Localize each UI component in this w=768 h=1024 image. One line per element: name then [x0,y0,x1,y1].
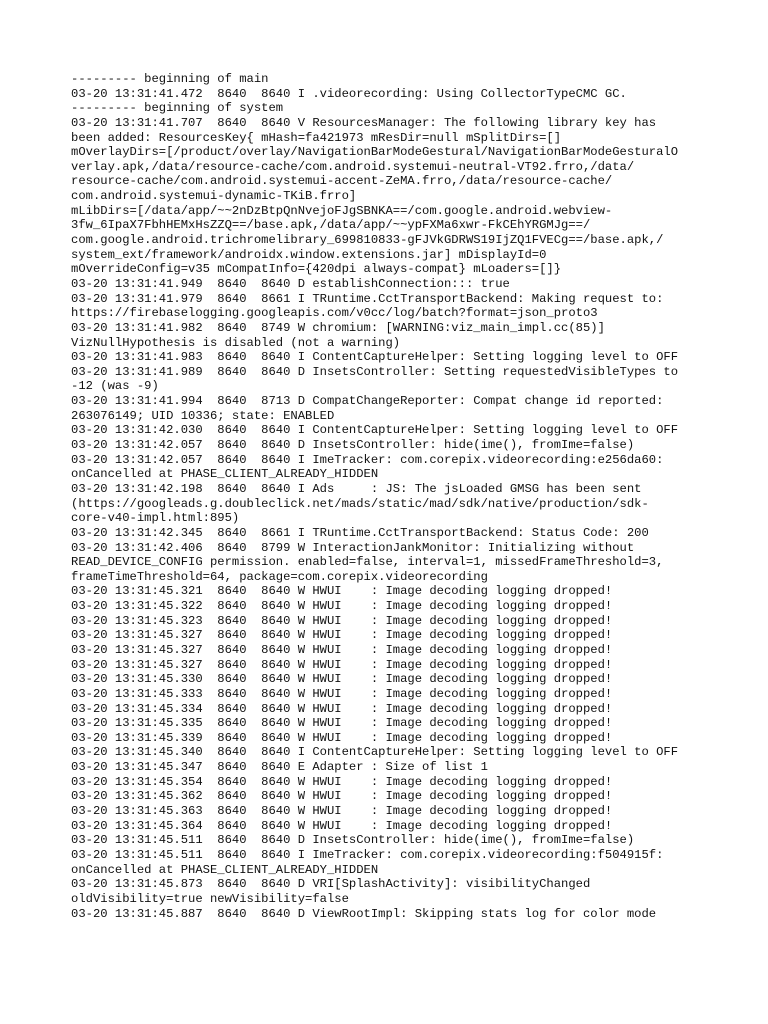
log-line: oldVisibility=true newVisibility=false [71,891,349,906]
log-line: 03-20 13:31:45.362 8640 8640 W HWUI : Image decoding logging dropped! [71,789,613,804]
log-line: --------- beginning of main [71,72,269,86]
log-line: 03-20 13:31:41.979 8640 8661 I TRuntime.CctTransportBackend: Making request to: [71,291,664,306]
log-line: 03-20 13:31:42.345 8640 8661 I TRuntime.CctTransportBackend: Status Code: 200 [71,525,649,540]
log-line: 03-20 13:31:45.327 8640 8640 W HWUI : Image decoding logging dropped! [71,657,613,672]
log-line: 03-20 13:31:41.994 8640 8713 D CompatChangeReporter: Compat change id reported: [71,394,664,409]
log-line: 03-20 13:31:41.707 8640 8640 V ResourcesManager: The following library key has [71,115,657,130]
log-line: 03-20 13:31:41.982 8640 8749 W chromium: [WARNING:viz_main_impl.cc(85)] [71,320,605,335]
log-line: 03-20 13:31:45.340 8640 8640 I ContentCaptureHelper: Setting logging level to OFF [71,745,679,760]
log-line: 03-20 13:31:45.321 8640 8640 W HWUI : Image decoding logging dropped! [71,584,613,599]
log-line: 03-20 13:31:45.323 8640 8640 W HWUI : Image decoding logging dropped! [71,613,613,628]
log-line: 03-20 13:31:45.333 8640 8640 W HWUI : Image decoding logging dropped! [71,686,613,701]
log-line: 03-20 13:31:45.335 8640 8640 W HWUI : Image decoding logging dropped! [71,716,613,731]
log-line: 263076149; UID 10336; state: ENABLED [71,408,335,423]
log-line: onCancelled at PHASE_CLIENT_ALREADY_HIDDEN [71,862,379,877]
log-line: (https://googleads.g.doubleclick.net/mads/static/mad/sdk/native/production/sdk- [71,496,649,511]
log-line: 03-20 13:31:42.406 8640 8799 W InteractionJankMonitor: Initializing without [71,540,635,555]
log-line: 03-20 13:31:45.363 8640 8640 W HWUI : Image decoding logging dropped! [71,804,613,819]
log-line: frameTimeThreshold=64, package=com.corepix.videorecording [71,569,488,584]
log-line: 03-20 13:31:45.322 8640 8640 W HWUI : Image decoding logging dropped! [71,599,613,614]
log-line: core-v40-impl.html:895) [71,511,240,526]
log-line: 03-20 13:31:45.354 8640 8640 W HWUI : Image decoding logging dropped! [71,774,613,789]
log-line: 03-20 13:31:45.327 8640 8640 W HWUI : Image decoding logging dropped! [71,642,613,657]
log-line: 03-20 13:31:41.949 8640 8640 D establishConnection::: true [71,276,510,291]
log-line: https://firebaselogging.googleapis.com/v0cc/log/batch?format=json_proto3 [71,306,598,321]
log-line: onCancelled at PHASE_CLIENT_ALREADY_HIDDEN [71,467,379,482]
log-line: system_ext/framework/androidx.window.extensions.jar] mDisplayId=0 [71,247,547,262]
log-line: 03-20 13:31:42.057 8640 8640 D InsetsController: hide(ime(), fromIme=false) [71,438,635,453]
log-line: mOverrideConfig=v35 mCompatInfo={420dpi always-compat} mLoaders=[]} [71,262,562,277]
log-line: com.android.systemui-dynamic-TKiB.frro] [71,189,357,204]
log-line: 03-20 13:31:45.330 8640 8640 W HWUI : Image decoding logging dropped! [71,672,613,687]
log-line: 03-20 13:31:42.057 8640 8640 I ImeTracker: com.corepix.videorecording:e256da60: [71,452,664,467]
log-line: 03-20 13:31:42.030 8640 8640 I ContentCaptureHelper: Setting logging level to OFF [71,423,679,438]
log-line: 03-20 13:31:45.347 8640 8640 E Adapter : Size of list 1 [71,760,488,775]
log-line: 03-20 13:31:45.364 8640 8640 W HWUI : Image decoding logging dropped! [71,818,613,833]
log-line: 03-20 13:31:42.198 8640 8640 I Ads : JS: The jsLoaded GMSG has been sent [71,481,642,496]
log-line: 03-20 13:31:41.472 8640 8640 I .videorecording: Using CollectorTypeCMC GC. [71,86,627,101]
log-line: -12 (was -9) [71,379,159,394]
log-line: 03-20 13:31:45.334 8640 8640 W HWUI : Image decoding logging dropped! [71,701,613,716]
log-line: 03-20 13:31:45.327 8640 8640 W HWUI : Image decoding logging dropped! [71,628,613,643]
log-line: com.google.android.trichromelibrary_699810833-gFJVkGDRWS19IjZQ1FVECg==/base.apk,/ [71,233,664,248]
log-line: VizNullHypothesis is disabled (not a warning) [71,335,401,350]
log-line: resource-cache/com.android.systemui-accent-ZeMA.frro,/data/resource-cache/ [71,174,613,189]
log-line: 3fw_6IpaX7FbhHEMxHsZZQ==/base.apk,/data/app/~~ypFXMa6xwr-FkCEhYRGMJg==/ [71,218,591,233]
log-line: mOverlayDirs=[/product/overlay/NavigationBarModeGestural/NavigationBarModeGesturalO [71,145,679,160]
log-line: 03-20 13:31:45.511 8640 8640 D InsetsController: hide(ime(), fromIme=false) [71,833,635,848]
log-line: 03-20 13:31:45.511 8640 8640 I ImeTracker: com.corepix.videorecording:f504915f: [71,847,664,862]
log-line: verlay.apk,/data/resource-cache/com.android.systemui-neutral-VT92.frro,/data/ [71,159,635,174]
log-line: 03-20 13:31:45.873 8640 8640 D VRI[SplashActivity]: visibilityChanged [71,877,591,892]
log-line: READ_DEVICE_CONFIG permission. enabled=false, interval=1, missedFrameThreshold=3, [71,555,664,570]
log-line: 03-20 13:31:41.983 8640 8640 I ContentCaptureHelper: Setting logging level to OFF [71,350,679,365]
log-line: --------- beginning of system [71,101,284,116]
log-line: 03-20 13:31:41.989 8640 8640 D InsetsController: Setting requestedVisibleTypes to [71,364,679,379]
logcat-document [71,72,711,921]
log-line: 03-20 13:31:45.339 8640 8640 W HWUI : Image decoding logging dropped! [71,730,613,745]
log-line: 03-20 13:31:45.887 8640 8640 D ViewRootImpl: Skipping stats log for color mode [71,906,657,921]
log-line: been added: ResourcesKey{ mHash=fa421973 mResDir=null mSplitDirs=[] [71,130,562,145]
log-line: mLibDirs=[/data/app/~~2nDzBtpQnNvejoFJgSBNKA==/com.google.android.webview- [71,203,613,218]
